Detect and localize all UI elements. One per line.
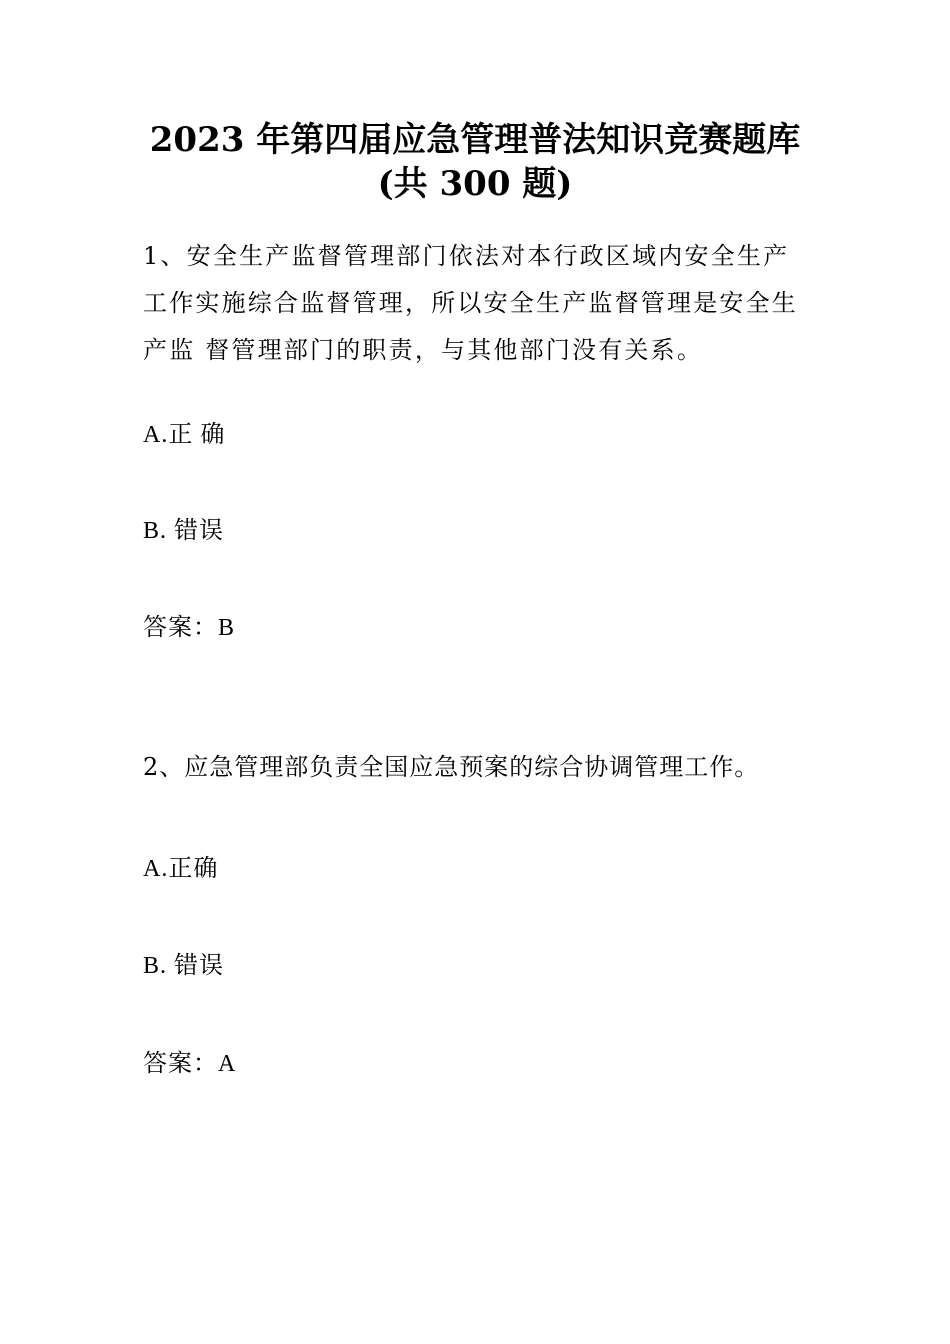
question-1-option-a: A.正 确 [143, 422, 226, 448]
document-subtitle: (共 300 题) [377, 164, 573, 204]
question-2-option-b: B. 错误 [143, 953, 225, 979]
question-1-text: 1、安全生产监督管理部门依法对本行政区域内安全生产工作实施综合监督管理，所以安全生产监督管理是安全生产监 督管理部门的职责，与其他部门没有关系。 [143, 242, 798, 364]
question-2-option-a: A.正确 [143, 856, 219, 882]
question-1-option-b: B. 错误 [143, 518, 225, 544]
document-title: 2023 年第四届应急管理普法知识竞赛题库 [149, 120, 801, 160]
question-2-answer: 答案：A [143, 1051, 237, 1077]
question-2-text: 2、应急管理部负责全国应急预案的综合协调管理工作。 [143, 753, 760, 781]
question-1-answer: 答案：B [143, 615, 236, 641]
